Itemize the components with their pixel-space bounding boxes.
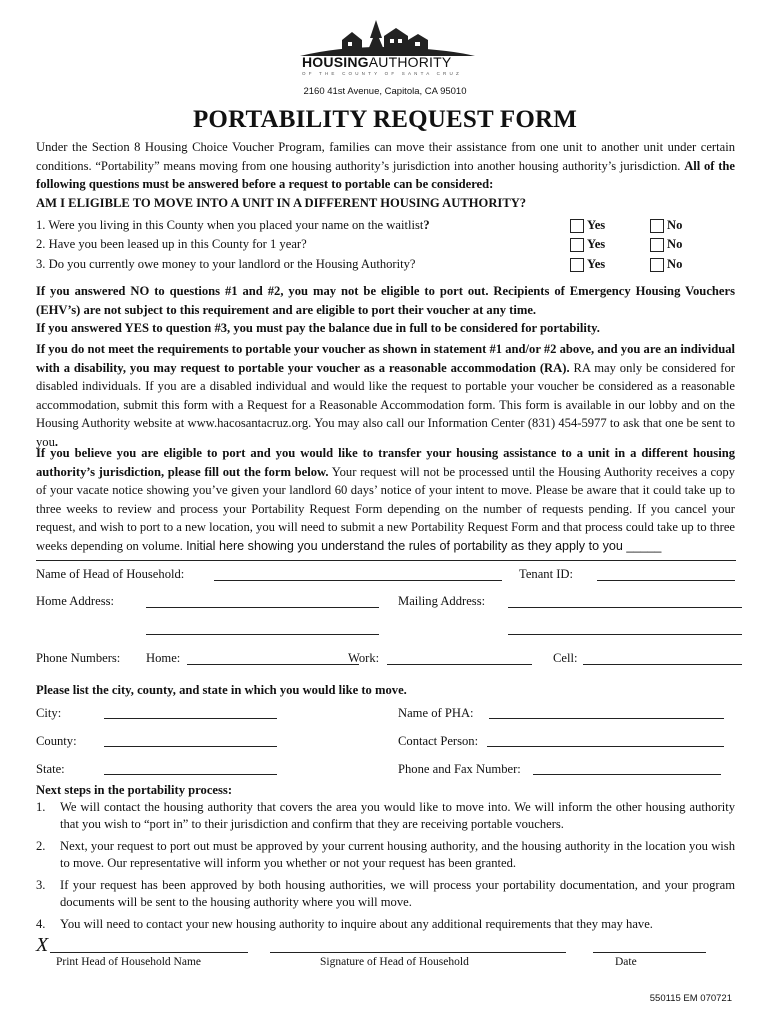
city-label: City: [36, 706, 62, 720]
q1-yes-checkbox[interactable]: Yes [570, 218, 605, 233]
no-answer-notice: If you answered NO to questions #1 and #2, you may not be eligible to port out. Recipients of Emergency Housing Vouchers (EHV’s) are not subject to this requirement and are eligible to port their voucher at any time. If you answered YES to question #3, you must pay the balance due in full to be considered for portability. [36, 284, 735, 335]
reasonable-accommodation-paragraph: If you do not meet the requirements to portable your voucher as shown in statement #1 and/or #2 above, and you are an individual with a disability, you may request to portable your voucher as a reasonable accommodation (RA). RA may only be considered for disabled individuals. If you are a disabled individual and would like the request to portable your voucher be considered as a reasonable accommodation, submit this form with a Request for a Reasonable Accommodation form. This form is available in our lobby and on the Housing Authority website at www.hacosantacruz.org. You may also call our Information Center (831) 454-5977 to ask that one be sent to you. [36, 342, 736, 449]
county-label: County: [36, 734, 77, 748]
work-phone-input[interactable] [387, 664, 532, 665]
signature-label: Signature of Head of Household [320, 956, 469, 968]
list-item: 4. You will need to contact your new housing authority to inquire about any additional requirements that they may have. [36, 917, 653, 931]
logo-subtitle: OF THE COUNTY OF SANTA CRUZ [302, 71, 462, 76]
list-item: 3. If your request has been approved by both housing authorities, we will process your portability documentation, and your program documents will be sent to the housing authority where you will move. [36, 878, 735, 909]
mailing-address-input-2[interactable] [508, 634, 742, 635]
tenant-id-label: Tenant ID: [519, 567, 574, 581]
phone-fax-label: Phone and Fax Number: [398, 762, 521, 776]
question-2: 2. Have you been leased up in this County for 1 year? [36, 237, 307, 251]
phone-numbers-label: Phone Numbers: [36, 651, 121, 665]
logo-wordmark: HOUSINGAUTHORITY [302, 54, 452, 70]
mailing-address-input-1[interactable] [508, 607, 742, 608]
phone-fax-input[interactable] [533, 774, 721, 775]
mailing-address-label: Mailing Address: [398, 594, 486, 608]
contact-person-input[interactable] [487, 746, 724, 747]
q3-no-checkbox[interactable]: No [650, 257, 682, 272]
home-phone-label: Home: [146, 651, 181, 665]
pha-name-input[interactable] [489, 718, 724, 719]
cell-phone-label: Cell: [553, 651, 578, 665]
q2-yes-checkbox[interactable]: Yes [570, 237, 605, 252]
tenant-id-input[interactable] [597, 580, 735, 581]
signature-x-mark: X [36, 934, 49, 956]
destination-heading: Please list the city, county, and state in which you would like to move. [36, 683, 407, 697]
date-input[interactable] [593, 952, 706, 953]
list-item: 1. We will contact the housing authority that covers the area you would like to move into. We will inform the other housing authority that you wish to “port in” to their jurisdiction and confirm that they are receiving portable vouchers. [36, 800, 735, 831]
state-label: State: [36, 762, 65, 776]
q1-no-checkbox[interactable]: No [650, 218, 682, 233]
date-label: Date [615, 956, 637, 968]
question-1: 1. Were you living in this County when you placed your name on the waitlist? [36, 218, 430, 232]
home-address-label: Home Address: [36, 594, 115, 608]
state-input[interactable] [104, 774, 277, 775]
cell-phone-input[interactable] [583, 664, 742, 665]
city-input[interactable] [104, 718, 277, 719]
question-3: 3. Do you currently owe money to your landlord or the Housing Authority? [36, 257, 416, 271]
transfer-paragraph: If you believe you are eligible to port and you would like to transfer your housing assistance to a unit in a different housing authority’s jurisdiction, please fill out the form below. Your request will not be processed until the Housing Authority receives a copy of your vacate notice showing you’ve given your landlord 60 days’ notice of your intent to move. Please be aware that it could take up to three weeks to review and process your Portability Request Form depending on the number of requests pending. If you cancel your request, and wish to port to a new location, you will need to submit a new Portability Request Form and that process could take up to three weeks depending on volume. Initial here showing you understand the rules of portability as they apply to you _____ [36, 446, 735, 553]
pha-name-label: Name of PHA: [398, 706, 474, 720]
eligibility-heading: AM I ELIGIBLE TO MOVE INTO A UNIT IN A DIFFERENT HOUSING AUTHORITY? [36, 196, 527, 210]
q3-yes-checkbox[interactable]: Yes [570, 257, 605, 272]
home-phone-input[interactable] [187, 664, 359, 665]
intro-paragraph: Under the Section 8 Housing Choice Voucher Program, families can move their assistance from one unit to another unit under certain conditions. “Portability” means moving from one housing authority’s jurisdiction into another housing authority’s jurisdiction. All of the following questions must be answered before a request to portable can be considered: [36, 140, 736, 191]
initial-underline [36, 560, 736, 561]
form-title: PORTABILITY REQUEST FORM [192, 106, 578, 133]
home-address-input-2[interactable] [146, 634, 379, 635]
print-name-label: Print Head of Household Name [56, 956, 201, 968]
contact-person-label: Contact Person: [398, 734, 479, 748]
q2-no-checkbox[interactable]: No [650, 237, 682, 252]
agency-address: 2160 41st Avenue, Capitola, CA 95010 [303, 86, 467, 97]
head-of-household-input[interactable] [214, 580, 502, 581]
next-steps-heading: Next steps in the portability process: [36, 783, 233, 797]
work-phone-label: Work: [348, 651, 380, 665]
print-name-input[interactable] [50, 952, 248, 953]
home-address-input-1[interactable] [146, 607, 379, 608]
signature-input[interactable] [270, 952, 566, 953]
head-of-household-label: Name of Head of Household: [36, 567, 185, 581]
county-input[interactable] [104, 746, 277, 747]
form-code: 550115 EM 070721 [649, 993, 732, 1004]
list-item: 2. Next, your request to port out must be approved by your current housing authority, and the housing authority in the location you wish to move. Our representative will inform you whether or not your request has been granted. [36, 839, 735, 870]
next-steps-list [36, 799, 735, 938]
